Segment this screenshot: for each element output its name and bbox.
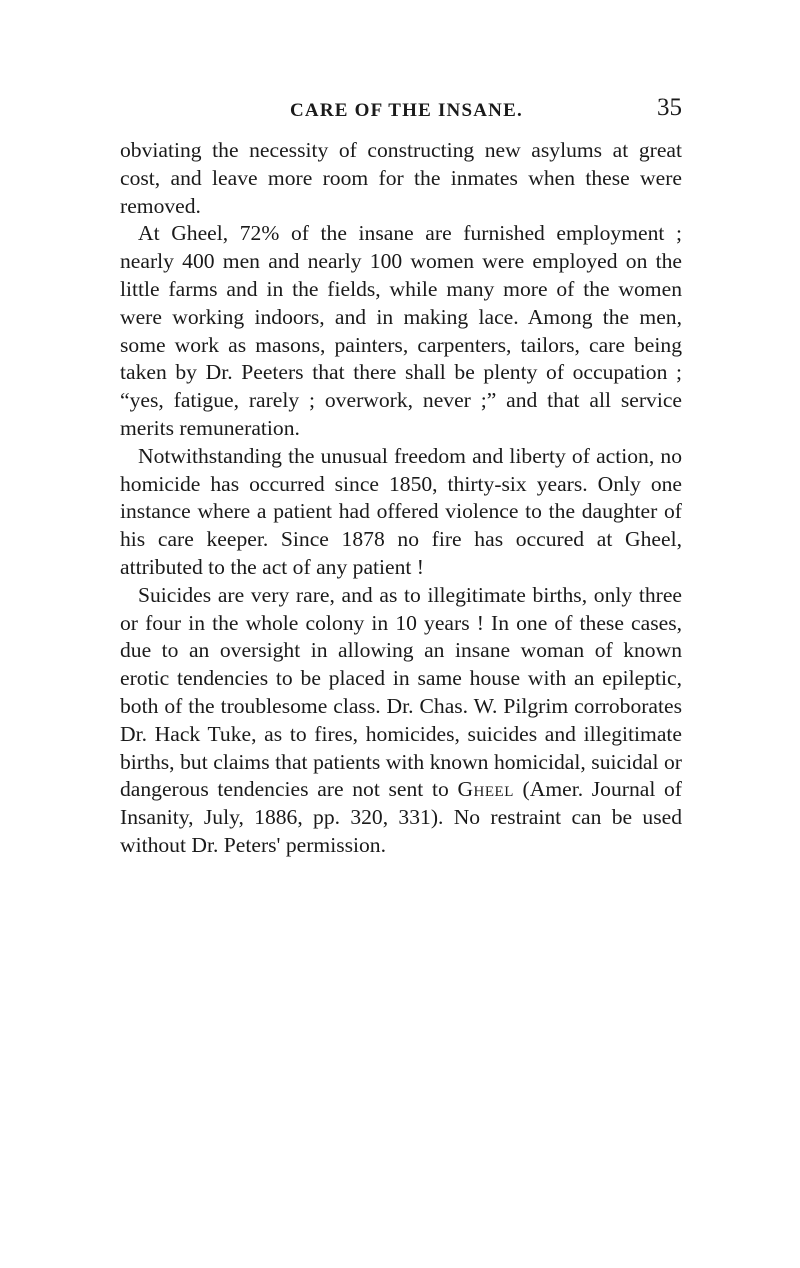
paragraph-homicide: Notwithstanding the unusual freedom and liberty of action, no homicide has occurred since 1850, thirty-six years. Only one instance where a patient had offered violence to the daughter of his care keeper. Since 1878 no fire has occured at Gheel, attributed to the act of any patient ! xyxy=(120,443,682,579)
paragraph-employment: At Gheel, 72% of the insane are furnished employment ; nearly 400 men and nearly 100 women were employed on the little farms and in the fields, while many more of the women were working indoors, and in making lace. Among the men, some work as masons, painters, carpenters, tailors, care being taken by Dr. Peeters that there shall be plenty of occupation ; “yes, fatigue, rarely ; overwork, never ;” and that all service merits remuneration. xyxy=(120,221,682,440)
running-head: CARE OF THE INSANE. xyxy=(290,100,523,121)
gheel-small-caps: Gheel xyxy=(457,777,514,802)
paragraph-continued: obviating the necessity of constructing new asylums at great cost, and leave more room for the inmates when these were removed. xyxy=(120,138,682,218)
suicides-text-after: (Amer. Journal of Insanity, July, 1886, pp. 320, 331). No restraint can be used without Dr. Peters' permission. xyxy=(120,777,682,857)
page-header xyxy=(120,94,682,124)
suicides-text-before: Suicides are very rare, and as to illegitimate births, only three or four in the whole colony in 10 years ! In one of these cases, due to an oversight in allowing an insane woman of known erotic tendencies to be placed in same house with an epileptic, both of the troublesome class. Dr. Chas. W. Pilgrim corroborates Dr. Hack Tuke, as to fires, homicides, suicides and illegitimate births, but claims that patients with known homicidal, suicidal or dangerous tendencies are not sent to xyxy=(120,582,682,802)
paragraph-suicides xyxy=(120,582,682,860)
body-text xyxy=(120,137,682,860)
page-number: 35 xyxy=(657,94,682,121)
